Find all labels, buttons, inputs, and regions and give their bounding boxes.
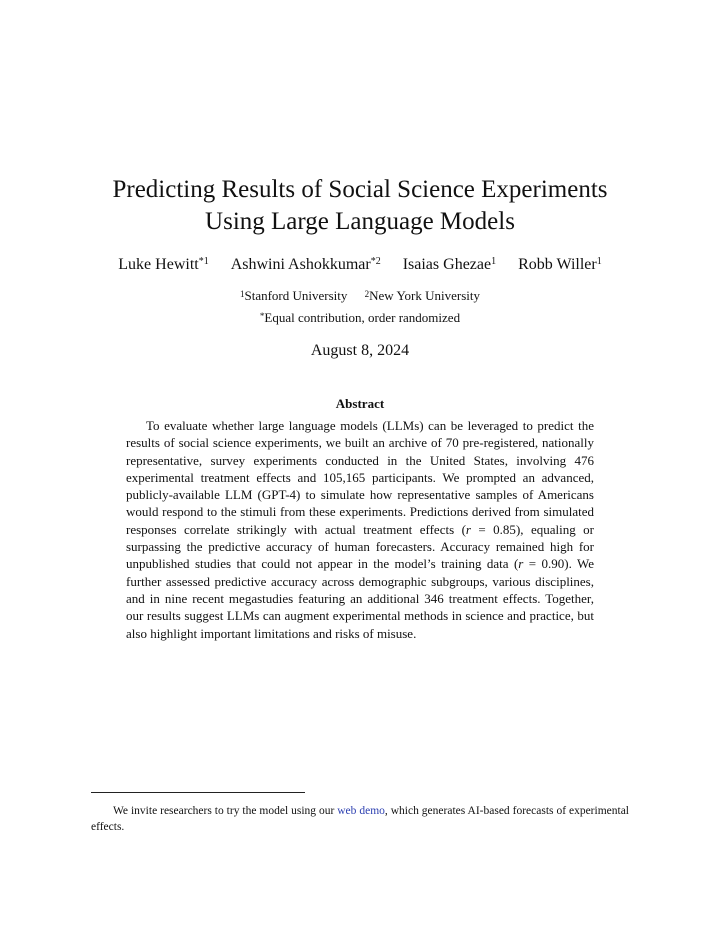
author-4: [518, 256, 602, 273]
affiliation-name: Stanford University: [244, 288, 348, 303]
author-list: [40, 254, 680, 276]
equal-contribution-text: Equal contribution, order randomized: [264, 310, 461, 325]
correlation-value: = 0.90: [523, 556, 565, 572]
author-3: [403, 256, 496, 273]
footnote-text-after-link: , which generates AI-based forecasts of experimental effects.: [91, 805, 630, 833]
abstract-text-part-3: ). We further assessed predictive accuracy across demographic subgroups, various disciplines, and in nine recent megastudies featuring an additional 346 treatment effects. Together, our results suggest LLMs can augment experimental methods in science and practice, but also highlight important limitations and risks of misuse.: [126, 556, 594, 641]
publication-date: August 8, 2024: [310, 342, 410, 359]
footnote: [91, 803, 629, 835]
author-name: Luke Hewitt: [118, 256, 199, 273]
equal-contribution-note: [0, 309, 720, 327]
footnote-divider: [91, 792, 305, 793]
abstract-text-part-1: To evaluate whether large language models (LLMs) can be leveraged to predict the results of social science experiments, we built an archive of 70 pre-registered, nationally representative, survey experiments conducted in the United States, involving 476 experimental treatment effects and 105,165 participants. We prompted an advanced, publicly-available LLM (GPT-4) to simulate how representative samples of Americans would respond to the stimuli from these experiments. Predictions derived from simulated responses correlate strikingly with actual treatment effects (: [126, 418, 594, 537]
affiliation-mark: 2: [364, 289, 370, 299]
affiliation-1: [240, 288, 347, 303]
equal-contribution-mark: *: [259, 311, 265, 321]
affiliation-mark: 1: [239, 289, 245, 299]
author-name: Ashwini Ashokkumar: [230, 256, 371, 273]
author-name: Isaias Ghezae: [402, 256, 492, 273]
abstract-body: [126, 417, 594, 642]
author-2: [231, 256, 381, 273]
paper-title: [60, 174, 660, 238]
abstract-text-part-2: ), equaling or surpassing the predictive accuracy of human forecasters. Accuracy remained high for unpublished studies that could not appear in the model’s training data (: [126, 521, 594, 572]
author-affiliation-mark: 1: [491, 256, 497, 267]
title-line-2: Using Large Language Models: [205, 208, 515, 235]
author-affiliation-mark: *1: [198, 256, 209, 267]
affiliation-list: [0, 287, 720, 305]
correlation-value: = 0.85: [470, 521, 516, 537]
author-name: Robb Willer: [518, 256, 597, 273]
footnote-text-before-link: We invite researchers to try the model using our: [113, 805, 338, 817]
correlation-symbol: r: [465, 521, 471, 537]
web-demo-link[interactable]: web demo: [337, 805, 385, 817]
affiliation-name: New York University: [369, 288, 481, 303]
title-line-1: Predicting Results of Social Science Experiments: [112, 176, 608, 203]
abstract-heading: Abstract: [335, 396, 385, 411]
author-1: [118, 256, 208, 273]
affiliation-2: [365, 288, 480, 303]
author-affiliation-mark: 1: [596, 256, 602, 267]
correlation-symbol: r: [518, 556, 524, 572]
author-affiliation-mark: *2: [370, 256, 381, 267]
